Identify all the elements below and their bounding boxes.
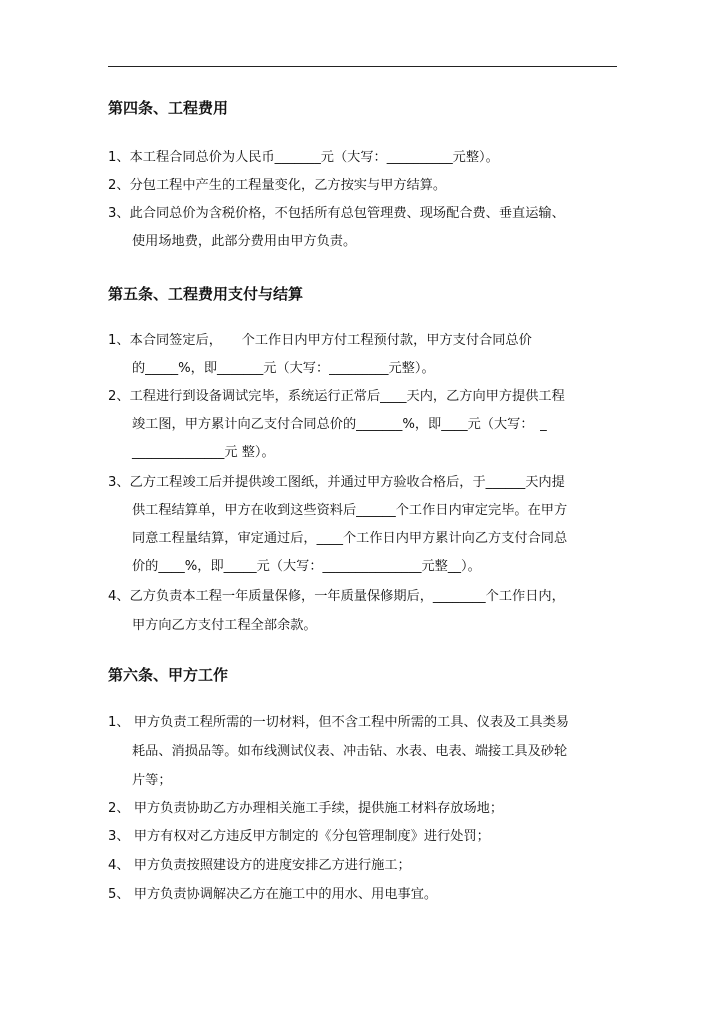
s6-line-4: 2、 甲方负责协助乙方办理相关施工手续，提供施工材料存放场地； <box>108 801 504 816</box>
s5-line-3: 2、工程进行到设备调试完毕，系统运行正常后____天内，乙方向甲方提供工程 <box>108 389 565 404</box>
s5-line-8: 同意工程量结算，审定通过后，____个工作日内甲方累计向乙方支付合同总 <box>132 531 568 546</box>
s6-line-5: 3、 甲方有权对乙方违反甲方制定的《分包管理制度》进行处罚； <box>108 829 490 844</box>
s6-line-3: 片等； <box>132 773 172 788</box>
header-rule <box>108 66 617 67</box>
section-5-title: 第五条、工程费用支付与结算 <box>108 285 304 303</box>
s5-line-1: 1、本合同签定后， 个工作日内甲方付工程预付款，甲方支付合同总价 <box>108 333 532 348</box>
s5-line-11: 甲方向乙方支付工程全部余款。 <box>132 618 317 633</box>
s5-line-7: 供工程结算单，甲方在收到这些资料后______个工作日内审定完毕。在甲方 <box>132 503 568 518</box>
s5-line-4: 竣工图，甲方累计向乙支付合同总价的_______%，即____元（大写： _ <box>132 417 547 432</box>
s5-line-10: 4、乙方负责本工程一年质量保修，一年质量保修期后，________个工作日内， <box>108 589 565 604</box>
s5-line-6: 3、乙方工程竣工后并提供竣工图纸，并通过甲方验收合格后，于______天内提 <box>108 475 565 490</box>
s5-line-9: 价的____%，即_____元（大写：_______________元整__）。 <box>132 559 481 574</box>
s4-line-4: 使用场地费，此部分费用由甲方负责。 <box>132 234 357 249</box>
s5-line-2: 的_____%，即_______元（大写：_________元整）。 <box>132 361 435 376</box>
s6-line-6: 4、 甲方负责按照建设方的进度安排乙方进行施工； <box>108 858 411 873</box>
section-4-title: 第四条、工程费用 <box>108 99 229 117</box>
s6-line-7: 5、 甲方负责协调解决乙方在施工中的用水、用电事宜。 <box>108 887 438 902</box>
s6-line-1: 1、 甲方负责工程所需的一切材料，但不含工程中所需的工具、仪表及工具类易 <box>108 715 569 730</box>
s4-line-3: 3、此合同总价为含税价格，不包括所有总包管理费、现场配合费、垂直运输、 <box>108 206 565 221</box>
s4-line-2: 2、分包工程中产生的工程量变化，乙方按实与甲方结算。 <box>108 178 447 193</box>
s4-line-1: 1、本工程合同总价为人民币_______元（大写：__________元整）。 <box>108 150 499 165</box>
section-6-title: 第六条、甲方工作 <box>108 666 229 684</box>
s6-line-2: 耗品、消损品等。如布线测试仪表、冲击钻、水表、电表、端接工具及砂轮 <box>132 744 568 759</box>
s5-line-5: ______________元 整）。 <box>132 445 275 460</box>
